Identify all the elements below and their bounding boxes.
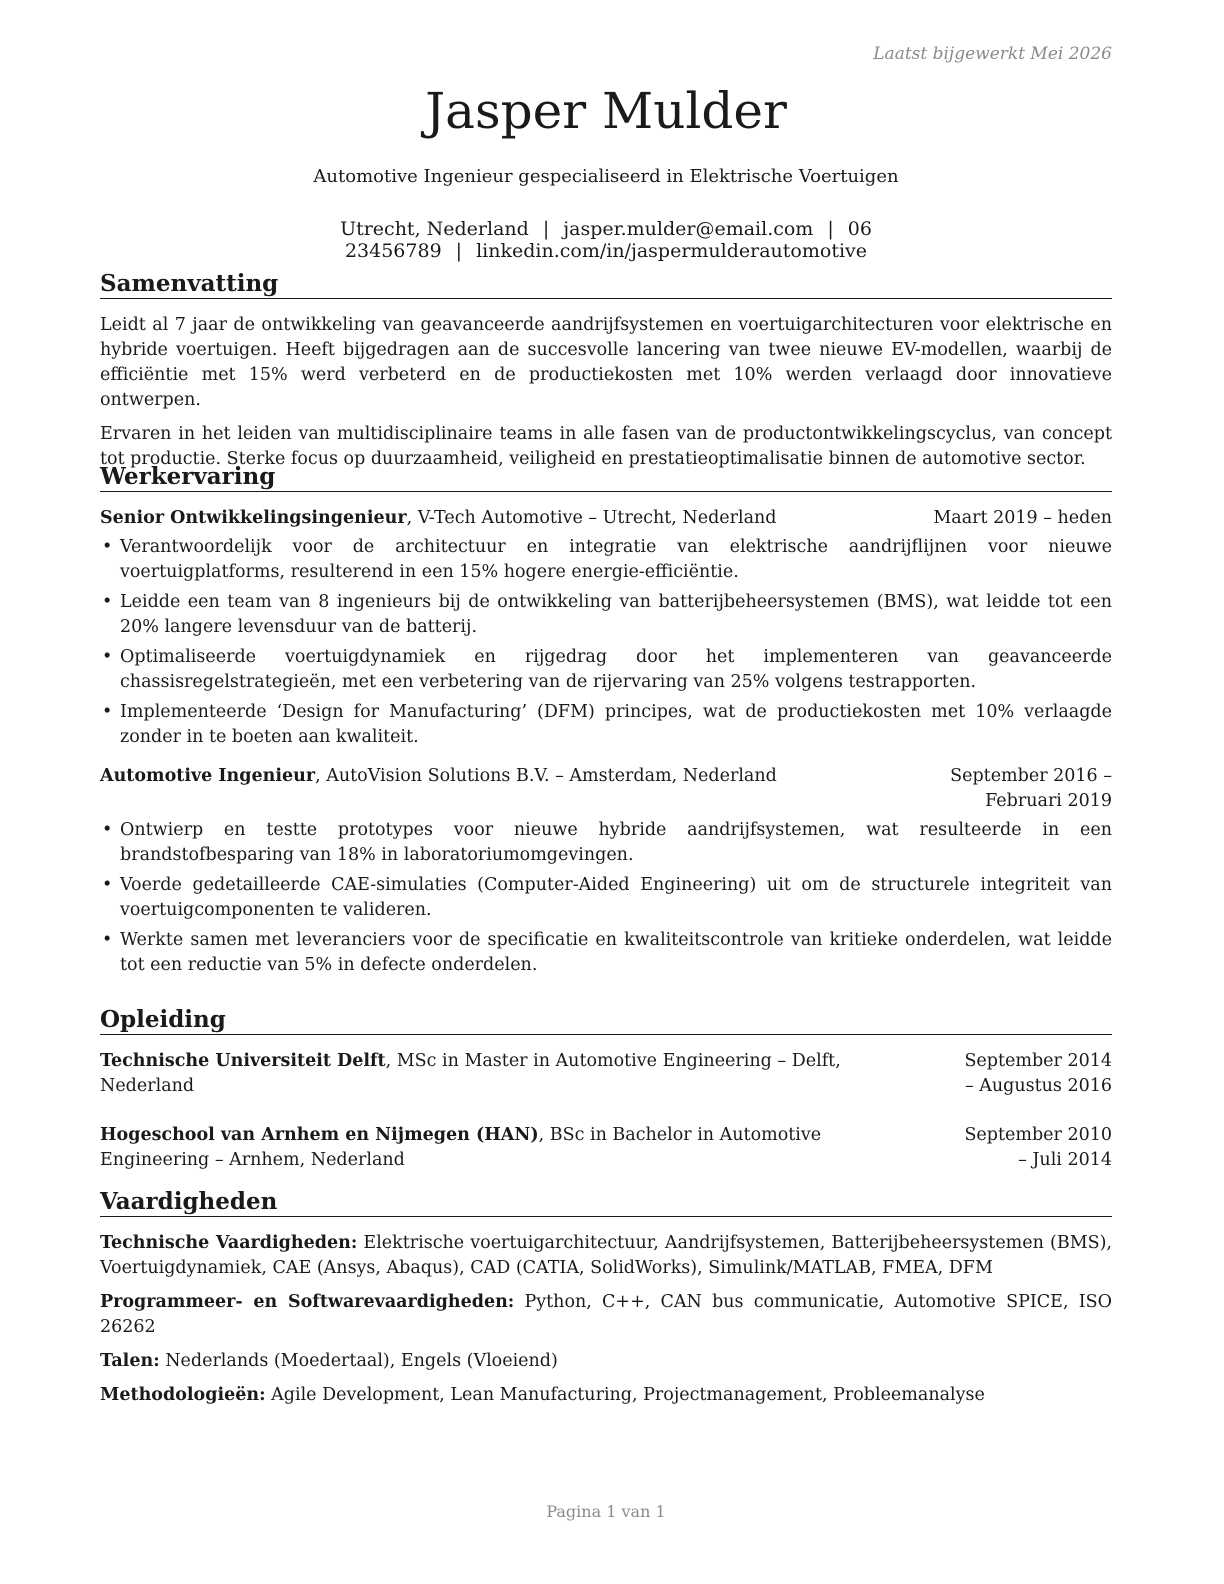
- education-dates: September 2010 – Juli 2014: [964, 1125, 1112, 1170]
- education-detail: , BSc in Bachelor in Automotive Engineering – Arnhem, Nederland: [100, 1125, 822, 1170]
- contact-separator: |: [827, 218, 834, 240]
- section-title: Samenvatting: [100, 270, 1112, 299]
- section-title: Werkervaring: [100, 463, 1112, 492]
- education-detail: , MSc in Master in Automotive Engineering – Delft, Nederland: [100, 1051, 841, 1096]
- skill-label: Talen:: [100, 1351, 160, 1371]
- job-header: [100, 506, 1112, 531]
- skill-row: [100, 1349, 1112, 1374]
- skill-value: Elektrische voertuigarchitectuur, Aandrijfsystemen, Batterijbeheersystemen (BMS), Voertuigdynamiek, CAE (Ansys, Abaqus), CAD (CATIA, SolidWorks), Simulink/MATLAB, FMEA, DFM: [100, 1233, 1112, 1278]
- skill-value: Nederlands (Moedertaal), Engels (Vloeiend): [159, 1351, 558, 1371]
- tagline: Automotive Ingenieur gespecialiseerd in Elektrische Voertuigen: [313, 166, 899, 187]
- job-company: , V-Tech Automotive – Utrecht, Nederland: [406, 508, 777, 528]
- job-bullet: • Werkte samen met leveranciers voor de specificatie en kwaliteitscontrole van kritieke onderdelen, wat leidde tot een reductie van 5% in defecte onderdelen.: [100, 928, 1112, 978]
- section-title: Opleiding: [100, 1006, 1112, 1035]
- education-section: [100, 1006, 1112, 1173]
- education-school: Hogeschool van Arnhem en Nijmegen (HAN): [100, 1125, 539, 1145]
- education-entry: [100, 1123, 1112, 1173]
- job-bullets: [100, 535, 1112, 750]
- education-entry: [100, 1049, 1112, 1099]
- skill-label: Methodologieën:: [100, 1385, 266, 1405]
- page-number: Pagina 1 van 1: [546, 1502, 666, 1521]
- section-title: Vaardigheden: [100, 1188, 1112, 1217]
- experience-section: [100, 463, 1112, 983]
- education-dates: September 2014 – Augustus 2016: [964, 1051, 1112, 1096]
- job-bullet: • Voerde gedetailleerde CAE-simulaties (Computer-Aided Engineering) uit om de structurele integriteit van voertuigcomponenten te valideren.: [100, 873, 1112, 923]
- skill-row: [100, 1231, 1112, 1281]
- candidate-name: Jasper Mulder: [425, 82, 787, 140]
- job-dates: Maart 2019 – heden: [933, 508, 1112, 528]
- skills-section: [100, 1188, 1112, 1417]
- skill-row: [100, 1290, 1112, 1340]
- job-entry: [100, 764, 1112, 978]
- summary-paragraph: Leidt al 7 jaar de ontwikkeling van geavanceerde aandrijfsystemen en voertuigarchitecturen voor elektrische en hybride voertuigen. Heeft bijgedragen aan de succesvolle lancering van twee nieuwe EV-modellen, waarbij de efficiëntie met 15% werd verbeterd en de productiekosten met 10% werden verlaagd door innovatieve ontwerpen.: [100, 315, 1112, 410]
- job-header: [100, 764, 1112, 814]
- skill-label: Technische Vaardigheden:: [100, 1233, 358, 1253]
- contact-email[interactable]: jasper.mulder@email.com: [563, 218, 814, 240]
- contact-linkedin[interactable]: linkedin.com/in/jaspermulderautomotive: [476, 240, 868, 262]
- job-role: Senior Ontwikkelingsingenieur: [100, 508, 407, 528]
- education-school: Technische Universiteit Delft: [100, 1051, 386, 1071]
- contact-separator: |: [542, 218, 550, 240]
- job-entry: [100, 506, 1112, 750]
- job-bullet: • Verantwoordelijk voor de architectuur en integratie van elektrische aandrijflijnen voor nieuwe voertuigplatforms, resulterend in een 15% hogere energie-efficiëntie.: [100, 535, 1112, 585]
- contact-phone: 06 23456789: [344, 218, 872, 262]
- job-bullet: • Leidde een team van 8 ingenieurs bij de ontwikkeling van batterijbeheersystemen (BMS), wat leidde tot een 20% langere levensduur van de batterij.: [100, 590, 1112, 640]
- summary-section: [100, 270, 1112, 481]
- contact-line: [100, 218, 1112, 262]
- contact-location: Utrecht, Nederland: [340, 218, 529, 240]
- contact-separator: |: [455, 240, 463, 262]
- last-updated: Laatst bijgewerkt Mei 2026: [873, 44, 1112, 64]
- job-bullet: • Implementeerde ‘Design for Manufacturing’ (DFM) principes, wat de productiekosten met 10% verlaagde zonder in te boeten aan kwaliteit.: [100, 700, 1112, 750]
- skill-value: Agile Development, Lean Manufacturing, Projectmanagement, Probleemanalyse: [265, 1385, 985, 1405]
- job-company: , AutoVision Solutions B.V. – Amsterdam, Nederland: [315, 766, 777, 786]
- job-bullet: • Optimaliseerde voertuigdynamiek en rijgedrag door het implementeren van geavanceerde chassisregelstrategieën, met een verbetering van de rijervaring van 25% volgens testrapporten.: [100, 645, 1112, 695]
- skill-label: Programmeer- en Softwarevaardigheden:: [100, 1292, 515, 1312]
- summary-paragraph: Ervaren in het leiden van multidisciplinaire teams in alle fasen van de productontwikkelingscyclus, van concept tot productie. Sterke focus op duurzaamheid, veiligheid en prestatieoptimalisatie binnen de automotive sector.: [100, 424, 1112, 469]
- job-bullets: [100, 818, 1112, 978]
- skill-value: Python, C++, CAN bus communicatie, Automotive SPICE, ISO 26262: [100, 1292, 1112, 1337]
- skill-row: [100, 1383, 1112, 1408]
- job-dates: September 2016 – Februari 2019: [950, 766, 1112, 811]
- job-bullet: • Ontwierp en testte prototypes voor nieuwe hybride aandrijfsystemen, wat resulteerde in een brandstofbesparing van 18% in laboratoriumomgevingen.: [100, 818, 1112, 868]
- job-role: Automotive Ingenieur: [100, 766, 316, 786]
